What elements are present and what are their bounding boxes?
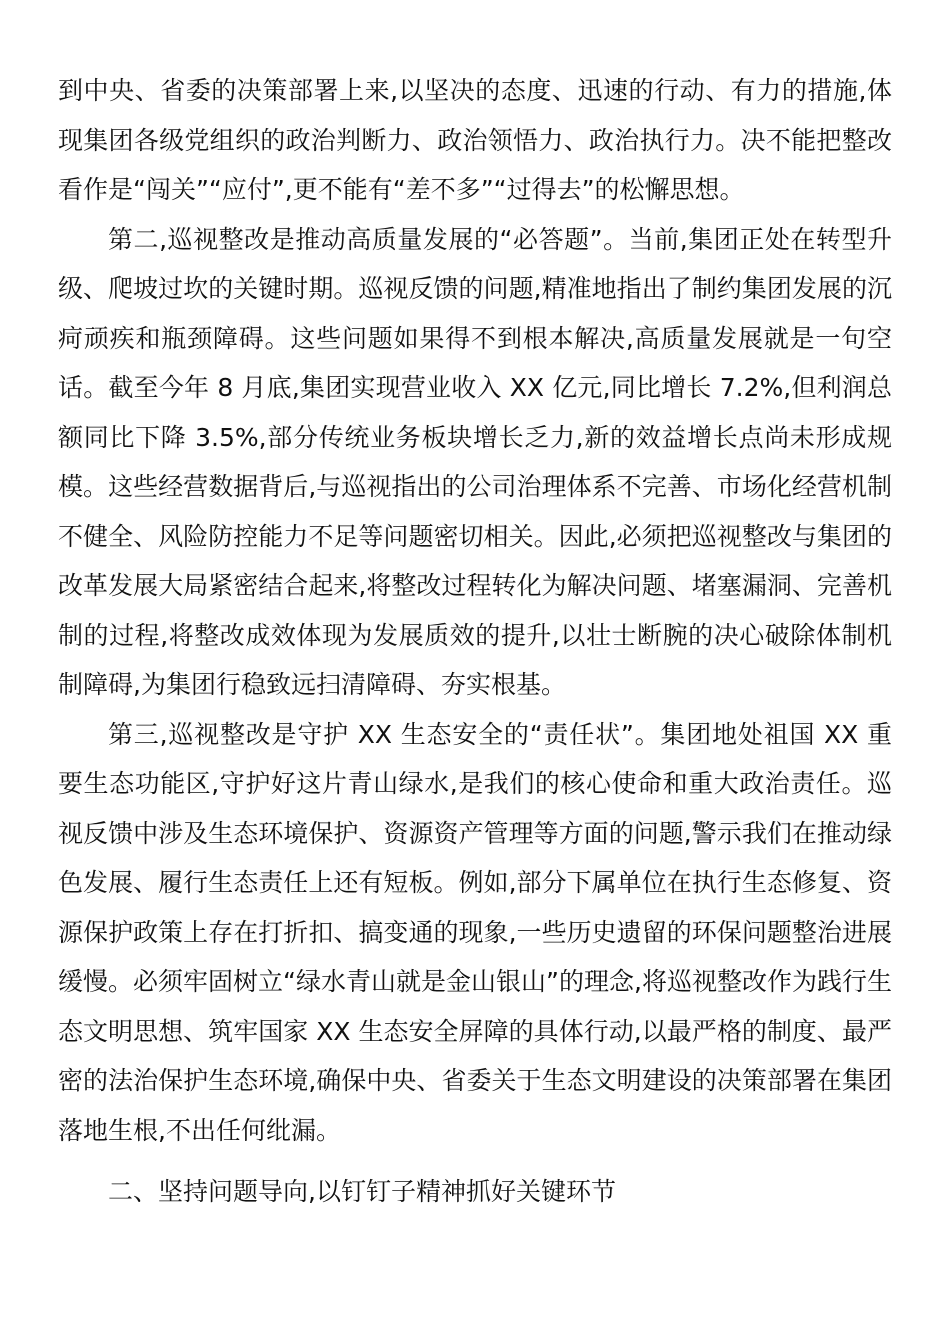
section-heading: 二、坚持问题导向,以钉钉子精神抓好关键环节 bbox=[108, 1177, 616, 1206]
paragraph-continuation: 到中央、省委的决策部署上来,以坚决的态度、迅速的行动、有力的措施,体现集团各级党组织的政治判断力、政治领悟力、政治执行力。决不能把整改看作是“闯关”“应付”,更不能有“差不多”“过得去”的松懈思想。 bbox=[58, 76, 892, 204]
paragraph-third-point: 第三,巡视整改是守护 XX 生态安全的“责任状”。集团地处祖国 XX 重要生态功能区,守护好这片青山绿水,是我们的核心使命和重大政治责任。巡视反馈中涉及生态环境保护、资源资产管理等方面的问题,警示我们在推动绿色发展、履行生态责任上还有短板。例如,部分下属单位在执行生态修复、资源保护政策上存在打折扣、搞变通的现象,一些历史遗留的环保问题整治进展缓慢。必须牢固树立“绿水青山就是金山银山”的理念,将巡视整改作为践行生态文明思想、筑牢国家 XX 生态安全屏障的具体行动,以最严格的制度、最严密的法治保护生态环境,确保中央、省委关于生态文明建设的决策部署在集团落地生根,不出任何纰漏。 bbox=[58, 719, 892, 1145]
document-page bbox=[58, 66, 892, 1217]
paragraph-second-point: 第二,巡视整改是推动高质量发展的“必答题”。当前,集团正处在转型升级、爬坡过坎的关键时期。巡视反馈的问题,精准地指出了制约集团发展的沉疴顽疾和瓶颈障碍。这些问题如果得不到根本解决,高质量发展就是一句空话。截至今年 8 月底,集团实现营业收入 XX 亿元,同比增长 7.2%,但利润总额同比下降 3.5%,部分传统业务板块增长乏力,新的效益增长点尚未形成规模。这些经营数据背后,与巡视指出的公司治理体系不完善、市场化经营机制不健全、风险防控能力不足等问题密切相关。因此,必须把巡视整改与集团的改革发展大局紧密结合起来,将整改过程转化为解决问题、堵塞漏洞、完善机制的过程,将整改成效体现为发展质效的提升,以壮士断腕的决心破除体制机制障碍,为集团行稳致远扫清障碍、夯实根基。 bbox=[58, 224, 892, 699]
